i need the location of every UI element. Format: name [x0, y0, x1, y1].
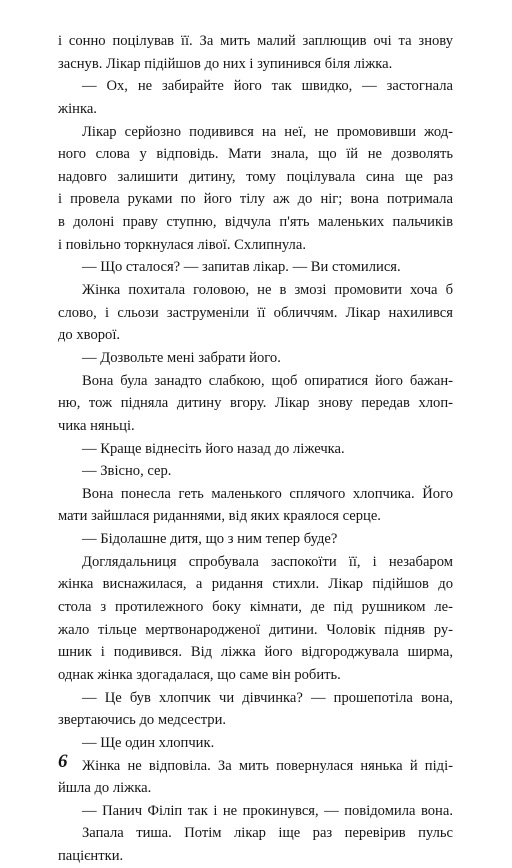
page-number: 6 — [58, 751, 68, 772]
text-line: заснув. Лікар підійшов до них і зупинився біля ліжка. — [58, 55, 393, 72]
text-line: — Ще один хлопчик. — [82, 734, 215, 751]
text-line: пацієнтки. — [58, 848, 124, 865]
text-line: — Звісно, сер. — [82, 463, 172, 480]
text-line: — Панич Філіп так і не прокинувся, — повідомила вона. — [82, 802, 453, 819]
text-line: Жінка похитала головою, не в змозі промовити хоча б — [82, 282, 453, 299]
text-line: стола з протилежного боку кімнати, де під рушником ле- — [58, 599, 453, 616]
text-line: однак жінка здогадалася, що саме він робить. — [58, 666, 341, 683]
text-line: — Краще віднесіть його назад до ліжечка. — [82, 440, 345, 457]
text-line: — Це був хлопчик чи дівчинка? — прошепотіла вона, — [82, 689, 453, 706]
text-line: і провела руками по його тілу аж до ніг; вона потримала — [58, 191, 453, 208]
text-line: Жінка не відповіла. За мить повернулася нянька й піді- — [82, 757, 453, 774]
text-line: звертаючись до медсестри. — [58, 712, 227, 729]
text-line: Доглядальниця спробувала заспокоїти її, і незабаром — [82, 553, 453, 570]
text-line: жало тільце мертвонародженої дитини. Чоловік підняв ру- — [58, 621, 453, 638]
text-line: — Бідолашне дитя, що з ним тепер буде? — [82, 531, 338, 548]
text-line: Запала тиша. Потім лікар іще раз перевірив пульс — [82, 825, 453, 842]
text-line: Вона понесла геть маленького сплячого хлопчика. Його — [82, 485, 453, 502]
text-line: в долоні праву ступню, відчула п'ять маленьких пальчиків — [58, 214, 453, 231]
text-line: — Що сталося? — запитав лікар. — Ви стомилися. — [82, 259, 401, 276]
text-line: і повільно торкнулася лівої. Схлипнула. — [58, 236, 306, 253]
text-line: жінка виснажилася, а ридання стихли. Лікар підійшов до — [58, 576, 453, 593]
text-line: йшла до ліжка. — [58, 780, 152, 797]
text-line: жінка. — [58, 100, 97, 117]
text-line: Лікар серйозно подивився на неї, не промовивши жод- — [82, 123, 453, 140]
text-line: до хворої. — [58, 327, 121, 344]
text-line: і сонно поцілував її. За мить малий заплющив очі та знову — [58, 33, 453, 49]
text-line: ню, тож підняла дитину вгору. Лікар знову передав хлоп- — [58, 395, 453, 412]
text-line: Вона була занадто слабкою, щоб опиратися його бажан- — [82, 372, 453, 389]
text-line: надовго залишити дитину, тому поцілувала сина ще раз — [58, 168, 453, 185]
text-line: — Ох, не забирайте його так швидко, — застогнала — [82, 78, 453, 95]
text-line: шник і подивився. Від ліжка його відгороджувала ширма, — [58, 644, 453, 661]
body-text — [58, 30, 453, 868]
text-line: — Дозвольте мені забрати його. — [82, 349, 281, 366]
text-line: ного слова у відповідь. Мати знала, що їй не дозволять — [58, 146, 453, 163]
text-line: слово, і сльози заструменіли її обличчям. Лікар нахилився — [58, 304, 453, 321]
text-line: чика няньці. — [58, 417, 135, 434]
text-line: мати зайшлася риданнями, від яких краялося серце. — [58, 508, 381, 525]
